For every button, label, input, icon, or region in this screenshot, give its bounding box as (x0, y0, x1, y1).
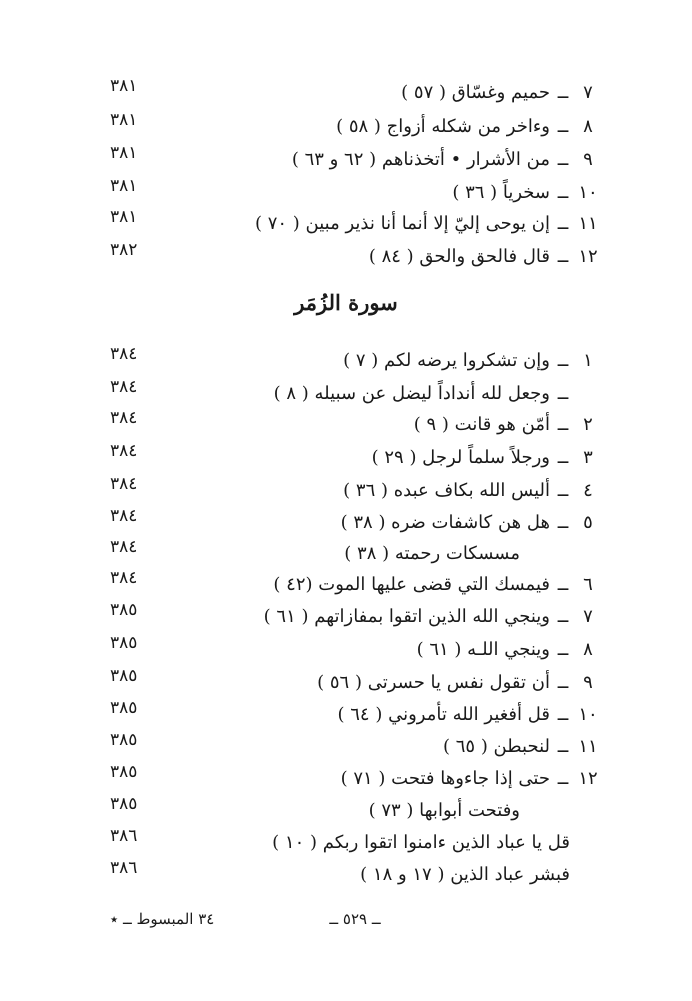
entry-text: أليس الله بكاف عبده ( ٣٦ ) (343, 479, 550, 501)
entry-page-ref: ٣٨٦ (110, 826, 138, 846)
entry-page-ref: ٣٨٤ (110, 377, 138, 397)
entry-dash: ــ (557, 735, 569, 757)
entry-number: ٨ (583, 638, 593, 660)
entry-number: ١١ (578, 212, 598, 234)
entry-number: ١٢ (578, 767, 598, 789)
footer-signature: ٣٤ المبسوط ــ ٭ (110, 910, 215, 928)
entry-row (110, 344, 600, 376)
entry-row (110, 441, 600, 473)
entry-number: ١٠ (578, 703, 598, 725)
entry-page-ref: ٣٨١ (110, 207, 138, 227)
entry-text: سخرياً ( ٣٦ ) (452, 181, 550, 203)
entry-text: ورجلاً سلماً لرجل ( ٢٩ ) (371, 446, 550, 468)
entry-number: ١٠ (578, 181, 598, 203)
entry-page-ref: ٣٨٤ (110, 506, 138, 526)
entry-text: مسسكات رحمته ( ٣٨ ) (344, 542, 520, 564)
entry-dash: ــ (557, 148, 569, 170)
entry-page-ref: ٣٨١ (110, 143, 138, 163)
entry-text: فبشر عباد الذين ( ١٧ و ١٨ ) (360, 863, 570, 885)
entry-row (110, 537, 600, 569)
entry-number: ٦ (583, 573, 593, 595)
entry-dash: ــ (557, 212, 569, 234)
entry-row (110, 826, 600, 858)
entry-dash: ــ (557, 349, 569, 371)
entry-number: ٥ (583, 511, 593, 533)
entry-page-ref: ٣٨٥ (110, 730, 138, 750)
entry-dash: ــ (557, 573, 569, 595)
entry-dash: ــ (557, 605, 569, 627)
entry-dash: ــ (557, 413, 569, 435)
entry-number: ٩ (583, 671, 593, 693)
entry-number: ٧ (583, 605, 593, 627)
entry-row (110, 633, 600, 665)
entry-row (110, 176, 600, 208)
entry-row (110, 568, 600, 600)
entry-page-ref: ٣٨٥ (110, 633, 138, 653)
entry-number: ٣ (583, 446, 593, 468)
entry-row (110, 794, 600, 826)
footer-page-number: ــ ٥٢٩ ــ (329, 910, 381, 928)
entry-number: ٢ (583, 413, 593, 435)
entry-page-ref: ٣٨٤ (110, 568, 138, 588)
entry-text: لنحبطن ( ٦٥ ) (443, 735, 550, 757)
entry-text: قال فالحق والحق ( ٨٤ ) (368, 245, 550, 267)
entry-page-ref: ٣٨٤ (110, 344, 138, 364)
entry-page-ref: ٣٨٥ (110, 794, 138, 814)
entry-row (110, 76, 600, 108)
entry-number: ٤ (583, 479, 593, 501)
entry-dash: ــ (557, 81, 569, 103)
entry-text: وءاخر من شكله أزواج ( ٥٨ ) (336, 115, 550, 137)
entry-number: ٩ (583, 148, 593, 170)
entry-text: هل هن كاشفات ضره ( ٣٨ ) (340, 511, 550, 533)
entry-text: حتى إذا جاءوها فتحت ( ٧١ ) (340, 767, 550, 789)
entry-row (110, 762, 600, 794)
entry-text: إن يوحى إليّ إلا أنما أنا نذير مبين ( ٧٠ ) (254, 212, 550, 234)
entry-text: قل أفغير الله تأمروني ( ٦٤ ) (337, 703, 550, 725)
entry-dash: ــ (557, 671, 569, 693)
entry-page-ref: ٣٨٤ (110, 408, 138, 428)
entry-page-ref: ٣٨٥ (110, 698, 138, 718)
entry-dash: ــ (557, 446, 569, 468)
entry-dash: ــ (557, 181, 569, 203)
entry-row (110, 408, 600, 440)
entry-page-ref: ٣٨٥ (110, 762, 138, 782)
entry-row (110, 506, 600, 538)
entry-dash: ــ (557, 115, 569, 137)
entry-row (110, 600, 600, 632)
entry-page-ref: ٣٨١ (110, 76, 138, 96)
entry-page-ref: ٣٨٢ (110, 240, 138, 260)
entry-page-ref: ٣٨٤ (110, 474, 138, 494)
entry-number: ١١ (578, 735, 598, 757)
entry-row (110, 698, 600, 730)
entry-row (110, 730, 600, 762)
entry-text: أمّن هو قانت ( ٩ ) (413, 413, 550, 435)
entry-page-ref: ٣٨٤ (110, 537, 138, 557)
entry-number: ٨ (583, 115, 593, 137)
entry-text: أن تقول نفس يا حسرتى ( ٥٦ ) (317, 671, 550, 693)
entry-number: ١ (583, 349, 593, 371)
entry-page-ref: ٣٨١ (110, 176, 138, 196)
entry-row (110, 207, 600, 239)
entry-text: وجعل لله أنداداً ليضل عن سبيله ( ٨ ) (273, 382, 550, 404)
entry-page-ref: ٣٨٥ (110, 666, 138, 686)
entry-row (110, 666, 600, 698)
entry-text: وفتحت أبوابها ( ٧٣ ) (368, 799, 520, 821)
entry-text: فيمسك التي قضى عليها الموت (٤٢ ) (273, 573, 550, 595)
entry-text: وإن تشكروا يرضه لكم ( ٧ ) (343, 349, 550, 371)
entry-page-ref: ٣٨٦ (110, 858, 138, 878)
entry-number: ١٢ (578, 245, 598, 267)
entry-text: قل يا عباد الذين ءامنوا اتقوا ربكم ( ١٠ ) (272, 831, 570, 853)
entry-row (110, 143, 600, 175)
entry-dash: ــ (557, 703, 569, 725)
entry-text: وينجي اللـه ( ٦١ ) (416, 638, 550, 660)
entry-row (110, 110, 600, 142)
surah-title: سورة الزُمَر (294, 290, 398, 315)
entry-row (110, 377, 600, 409)
entry-dash: ــ (557, 382, 569, 404)
entry-text: من الأشرار • أتخذناهم ( ٦٢ و ٦٣ ) (291, 148, 550, 170)
entry-dash: ــ (557, 479, 569, 501)
entry-dash: ــ (557, 767, 569, 789)
entry-dash: ــ (557, 245, 569, 267)
entry-text: حميم وغسّاق ( ٥٧ ) (401, 81, 550, 103)
entry-row (110, 858, 600, 890)
entry-page-ref: ٣٨٤ (110, 441, 138, 461)
entry-row (110, 240, 600, 272)
entry-number: ٧ (583, 81, 593, 103)
entry-text: وينجي الله الذين اتقوا بمفازاتهم ( ٦١ ) (263, 605, 550, 627)
entry-row (110, 474, 600, 506)
entry-page-ref: ٣٨٥ (110, 600, 138, 620)
entry-dash: ــ (557, 511, 569, 533)
entry-dash: ــ (557, 638, 569, 660)
entry-page-ref: ٣٨١ (110, 110, 138, 130)
